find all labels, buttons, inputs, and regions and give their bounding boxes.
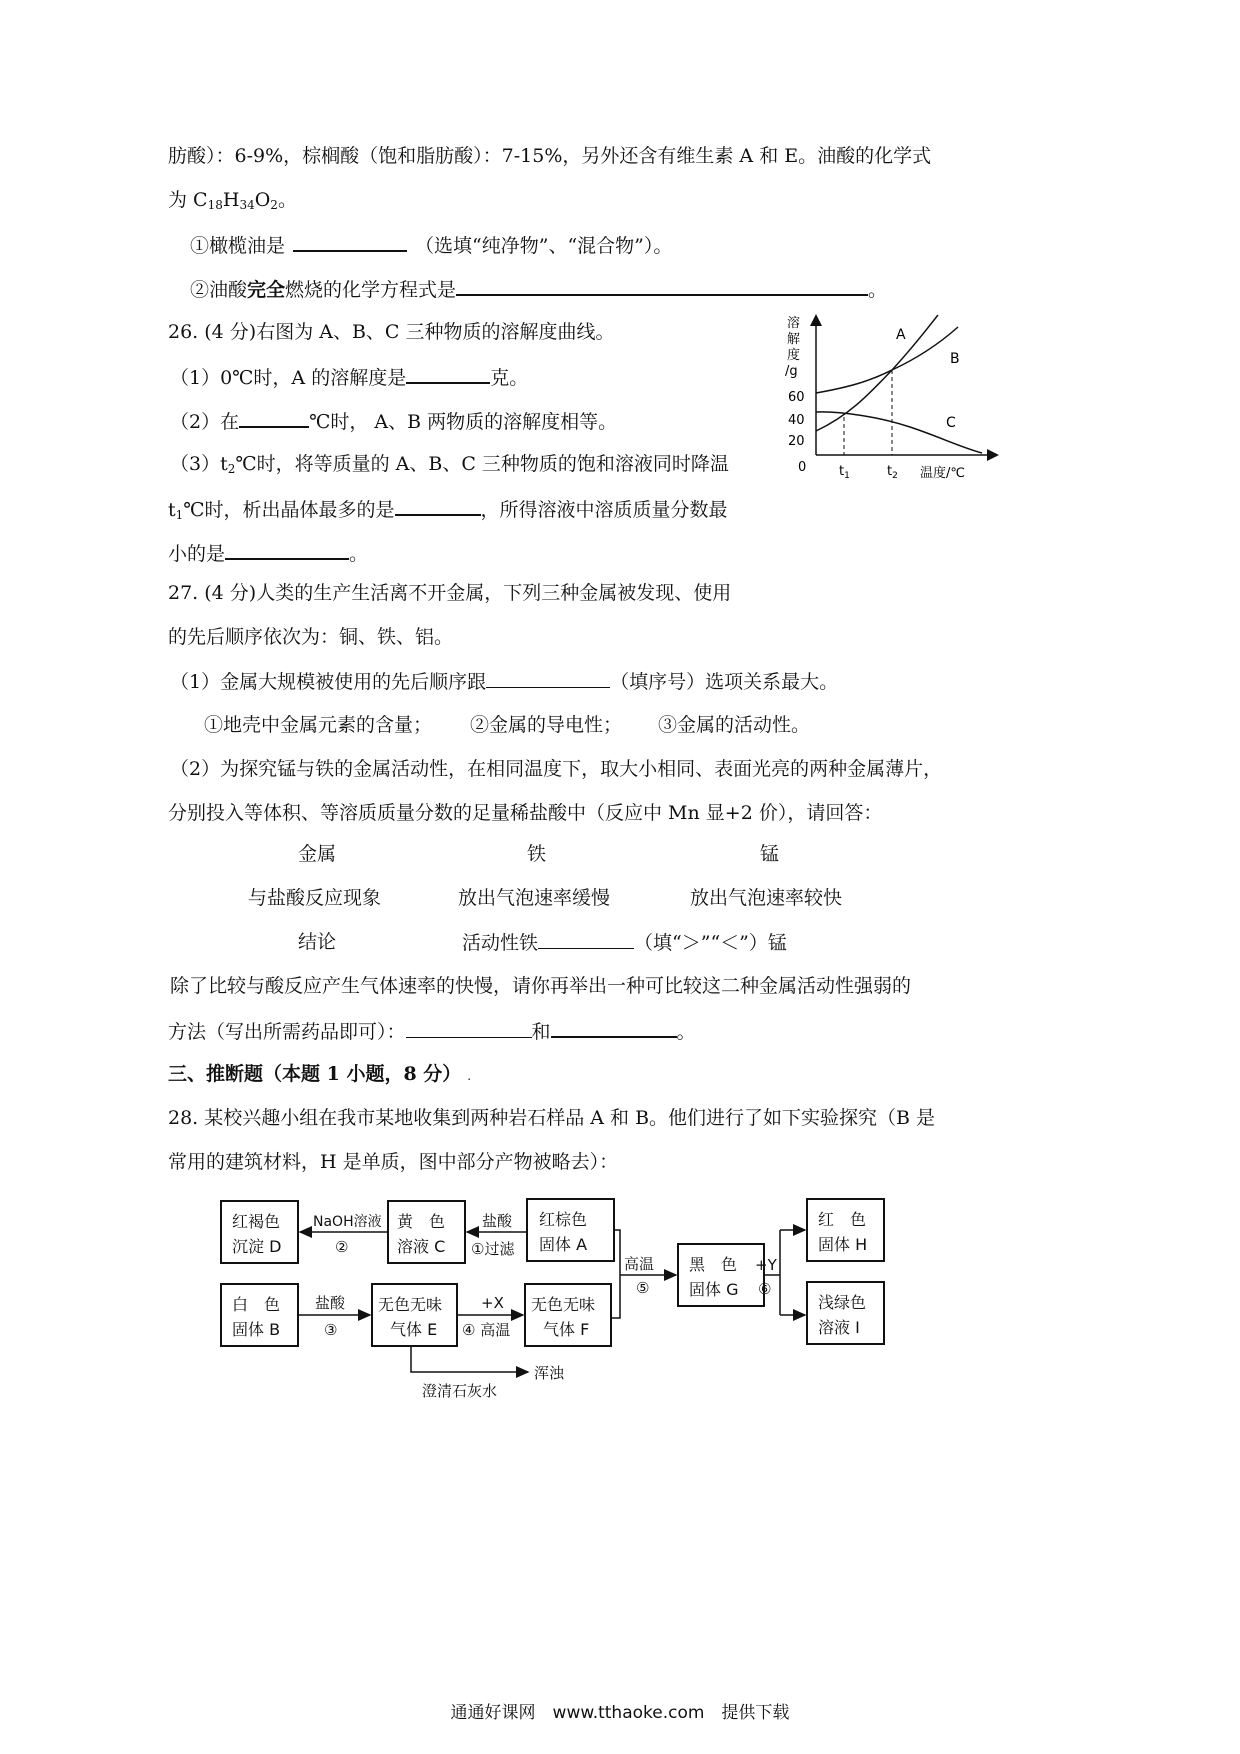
question-28-line-2: 常用的建筑材料，H 是单质，图中部分产物被略去）：	[168, 1151, 619, 1173]
box-i-line-2: 溶液 I	[818, 1318, 860, 1337]
table-row-2-col-3: 放出气泡速率较快	[690, 887, 843, 909]
origin-label: 0	[798, 460, 807, 475]
box-b-line-1: 白 色	[232, 1295, 281, 1314]
answer-blank[interactable]	[239, 406, 309, 428]
question-27-2-line-2: 分别投入等体积、等溶质质量分数的足量稀盐酸中（反应中 Mn 显+2 价），请回答：	[168, 802, 883, 824]
box-c-line-2: 溶液 C	[397, 1237, 446, 1256]
label-step-1: ①过滤	[471, 1240, 515, 1258]
box-d-line-1: 红褐色	[232, 1212, 281, 1231]
label-limewater: 澄清石灰水	[422, 1382, 498, 1400]
x-axis-title: 温度/℃	[920, 466, 965, 481]
box-g-line-1: 黑 色	[689, 1255, 738, 1274]
question-27-1: （1）金属大规模被使用的先后顺序跟 （填序号）选项关系最大。	[170, 667, 838, 696]
text-line-oil-composition: 肪酸）：6-9%，棕榈酸（饱和脂肪酸）：7-15%，另外还含有维生素 A 和 E。油酸的化学式	[168, 145, 932, 167]
label-step-5: ⑤	[636, 1279, 650, 1297]
box-g-line-2: 固体 G	[689, 1280, 739, 1299]
question-25-2: ②油酸完全燃烧的化学方程式是 。	[190, 274, 887, 304]
question-27-option-2: ②金属的导电性；	[470, 714, 623, 736]
question-26-5: 小的是 。	[168, 538, 368, 568]
question-26-stem: 26. (4 分)右图为 A、B、C 三种物质的溶解度曲线。	[168, 321, 615, 343]
solubility-graph	[770, 305, 1010, 485]
question-28-line-1: 28. 某校兴趣小组在我市某地收集到两种岩石样品 A 和 B。他们进行了如下实验探究（B 是	[168, 1107, 936, 1129]
label-step-3: ③	[324, 1321, 338, 1339]
label-plus-x: +X	[481, 1294, 504, 1312]
curve-b	[816, 327, 958, 393]
question-27-option-3: ③金属的活动性。	[658, 714, 811, 736]
y-axis-title-1: 溶	[787, 316, 801, 331]
box-h-line-1: 红 色	[818, 1210, 867, 1229]
answer-blank[interactable]	[293, 230, 407, 252]
y-tick-40: 40	[788, 413, 805, 428]
box-d-line-2: 沉淀 D	[232, 1237, 282, 1256]
box-a-line-2: 固体 A	[539, 1235, 588, 1254]
table-row-1-col-1: 金属	[298, 843, 337, 865]
answer-blank[interactable]	[406, 1017, 532, 1038]
box-e-line-2: 气体 E	[390, 1320, 438, 1339]
question-27-stem-1: 27. (4 分)人类的生产生活离不开金属，下列三种金属被发现、使用	[168, 582, 732, 604]
answer-blank[interactable]	[395, 494, 481, 516]
curve-label-c: C	[946, 415, 956, 431]
box-f-line-2: 气体 F	[543, 1320, 590, 1339]
curve-label-a: A	[896, 327, 906, 343]
box-b-line-2: 固体 B	[232, 1320, 281, 1339]
answer-blank[interactable]	[486, 667, 610, 688]
table-row-2-col-2: 放出气泡速率缓慢	[458, 887, 611, 909]
label-gaowen-1: 高温	[624, 1255, 655, 1273]
question-27-2-line-1: （2）为探究锰与铁的金属活动性，在相同温度下，取大小相同、表面光亮的两种金属薄片，	[170, 758, 943, 780]
question-27-3-line-2: 方法（写出所需药品即可）： 和 。	[168, 1016, 696, 1046]
box-a-line-1: 红棕色	[539, 1210, 588, 1229]
arrow-e-limewater	[411, 1346, 528, 1372]
table-row-3-col-1: 结论	[298, 931, 337, 953]
text-line-oleic-formula: 为 $C_{18}H_{34}O_2$。	[168, 189, 297, 212]
label-naoh: NaOH溶液	[313, 1214, 382, 1230]
question-26-2: （2）在 ℃时， A、B 两物质的溶解度相等。	[170, 406, 617, 436]
section-3-heading: 三、推断题（本题 1 小题，8 分） .	[168, 1063, 472, 1085]
label-hcl-1: 盐酸	[482, 1212, 513, 1230]
question-26-1: （1）0℃时，A 的溶解度是 克。	[170, 362, 528, 392]
table-row-3-col-2: 活动性铁 （填“＞”“＜”）锰	[462, 928, 787, 957]
box-h-line-2: 固体 H	[818, 1235, 868, 1254]
question-27-stem-2: 的先后顺序依次为：铜、铁、铝。	[168, 626, 454, 648]
answer-blank[interactable]	[456, 274, 868, 296]
y-axis-title-2: 解	[787, 332, 801, 347]
y-tick-20: 20	[788, 434, 805, 449]
answer-blank[interactable]	[538, 928, 634, 949]
label-step-6: ⑥	[758, 1280, 772, 1298]
answer-blank[interactable]	[225, 538, 349, 560]
label-turbid: 浑浊	[534, 1364, 565, 1382]
label-step-2: ②	[335, 1238, 349, 1256]
question-26-4: $t_1℃$时，析出晶体最多的是 ，所得溶液中溶质质量分数最	[168, 494, 728, 529]
question-27-option-1: ①地壳中金属元素的含量；	[204, 714, 433, 736]
connector-a-f	[611, 1230, 620, 1318]
label-plus-y: +Y	[755, 1256, 777, 1274]
page-footer: 通通好课网 www.tthaoke.com 提供下载	[450, 1703, 790, 1723]
box-e-line-1: 无色无味	[378, 1295, 443, 1314]
answer-blank[interactable]	[551, 1016, 677, 1038]
table-row-1-col-2: 铁	[527, 843, 547, 865]
question-26-3: $(3)t_2℃$时，将等质量的 A、B、C 三种物质的饱和溶液同时降温	[170, 453, 729, 476]
flow-diagram	[200, 1190, 920, 1410]
label-step-4: ④ 高温	[462, 1321, 511, 1339]
y-axis-title-3: 度	[787, 348, 801, 363]
curve-label-b: B	[950, 351, 960, 367]
curve-c	[816, 412, 982, 453]
x-tick-t1: $t_1$	[839, 464, 850, 481]
y-tick-60: 60	[788, 390, 805, 405]
box-f-line-1: 无色无味	[531, 1295, 596, 1314]
y-axis-title-4: /g	[785, 364, 798, 379]
table-row-2-col-1: 与盐酸反应现象	[248, 887, 382, 909]
box-c-line-1: 黄 色	[397, 1212, 446, 1231]
label-hcl-2: 盐酸	[315, 1294, 346, 1312]
curve-a	[816, 315, 938, 431]
table-row-1-col-3: 锰	[760, 843, 780, 865]
x-tick-t2: $t_2$	[887, 464, 898, 481]
box-i-line-1: 浅绿色	[818, 1293, 867, 1312]
question-27-3-line-1: 除了比较与酸反应产生气体速率的快慢，请你再举出一种可比较这二种金属活动性强弱的	[170, 975, 912, 997]
question-25-1: ①橄榄油是 （选填“纯净物”、“混合物”）。	[190, 230, 672, 260]
answer-blank[interactable]	[406, 362, 490, 384]
